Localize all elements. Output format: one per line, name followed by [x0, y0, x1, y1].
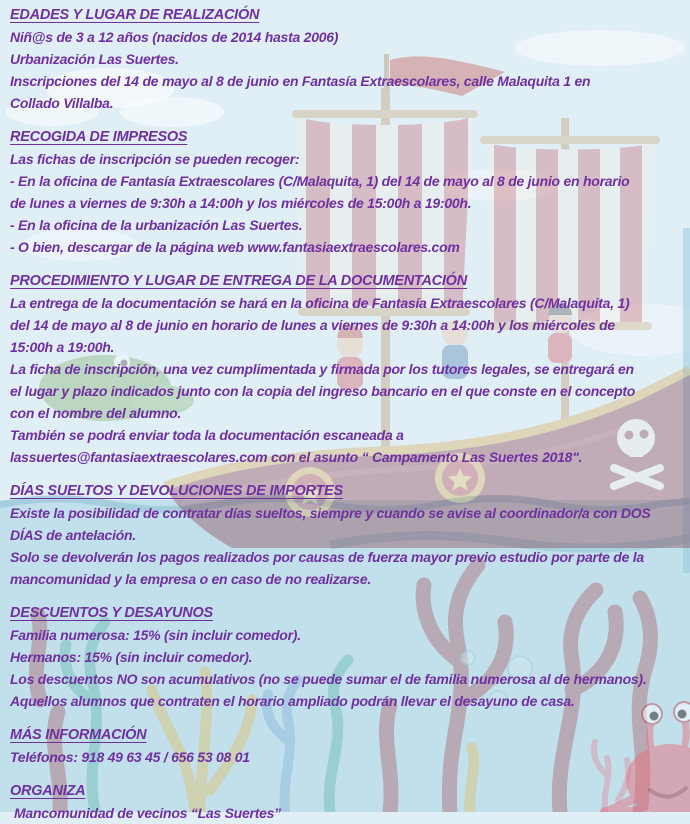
text-line: lassuertes@fantasiaextraescolares.com con el asunto “ Campamento Las Suertes 2018".: [10, 449, 583, 465]
text-line: Aquellos alumnos que contraten el horario ampliado podrán llevar el desayuno de casa.: [10, 693, 575, 709]
section-heading: DÍAS SUELTOS Y DEVOLUCIONES DE IMPORTES: [10, 483, 343, 499]
section-heading: MÁS INFORMACIÓN: [10, 727, 147, 743]
section-descuentos-desayunos: [10, 602, 686, 712]
section-heading: EDADES Y LUGAR DE REALIZACIÓN: [10, 7, 260, 23]
text-line: Urbanización Las Suertes.: [10, 51, 179, 67]
section-heading: ORGANIZA: [10, 783, 86, 799]
text-line: La ficha de inscripción, una vez cumplimentada y firmada por los tutores legales, se entregará en: [10, 361, 634, 377]
section-heading: PROCEDIMIENTO Y LUGAR DE ENTREGA DE LA DOCUMENTACIÓN: [10, 273, 467, 289]
text-line: Niñ@s de 3 a 12 años (nacidos de 2014 hasta 2006): [10, 29, 339, 45]
text-line: de lunes a viernes de 9:30h a 14:00h y los miércoles de 15:00h a 19:00h.: [10, 195, 472, 211]
text-line: con el nombre del alumno.: [10, 405, 182, 421]
section-edades: [10, 4, 686, 114]
section-dias-sueltos: [10, 480, 686, 590]
text-line: mancomunidad y la empresa o en caso de no realizarse.: [10, 571, 372, 587]
section-mas-informacion: [10, 724, 686, 768]
section-organiza: [10, 780, 686, 824]
phone-numbers: Teléfonos: 918 49 63 45 / 656 53 08 01: [10, 749, 250, 765]
text-line: Inscripciones del 14 de mayo al 8 de junio en Fantasía Extraescolares, calle Malaquita 1 en: [10, 73, 591, 89]
text-line: - O bien, descargar de la página web www.fantasiaextraescolares.com: [10, 239, 460, 255]
text-line: el lugar y plazo indicados junto con la copia del ingreso bancario en el que conste en el concepto: [10, 383, 636, 399]
text-line: del 14 de mayo al 8 de junio en horario de lunes a viernes de 9:30h a 14:00h y los miércoles de: [10, 317, 615, 333]
text-line: 15:00h a 19:00h.: [10, 339, 115, 355]
text-line: - En la oficina de la urbanización Las Suertes.: [10, 217, 303, 233]
text-line: También se podrá enviar toda la documentación escaneada a: [10, 427, 404, 443]
text-line: La entrega de la documentación se hará en la oficina de Fantasía Extraescolares (C/Malaquita, 1): [10, 295, 630, 311]
text-line: Los descuentos NO son acumulativos (no se puede sumar el de familia numerosa al de hermanos).: [10, 671, 647, 687]
section-heading: DESCUENTOS Y DESAYUNOS: [10, 605, 213, 621]
organizer-name: Mancomunidad de vecinos “Las Suertes”: [14, 805, 281, 821]
text-line: Existe la posibilidad de contratar días sueltos, siempre y cuando se avise al coordinador/a con DOS: [10, 505, 651, 521]
section-heading: RECOGIDA DE IMPRESOS: [10, 129, 188, 145]
section-procedimiento-entrega: [10, 270, 686, 468]
text-line: Familia numerosa: 15% (sin incluir comedor).: [10, 627, 301, 643]
text-line: Solo se devolverán los pagos realizados por causas de fuerza mayor previo estudio por parte de la: [10, 549, 644, 565]
text-line: Hermanos: 15% (sin incluir comedor).: [10, 649, 253, 665]
text-line: Las fichas de inscripción se pueden recoger:: [10, 151, 300, 167]
text-line: DÍAS de antelación.: [10, 527, 136, 543]
section-recogida-impresos: [10, 126, 686, 258]
text-line: Collado Villalba.: [10, 95, 114, 111]
text-line: - En la oficina de Fantasía Extraescolares (C/Malaquita, 1) del 14 de mayo al 8 de junio en horario: [10, 173, 630, 189]
